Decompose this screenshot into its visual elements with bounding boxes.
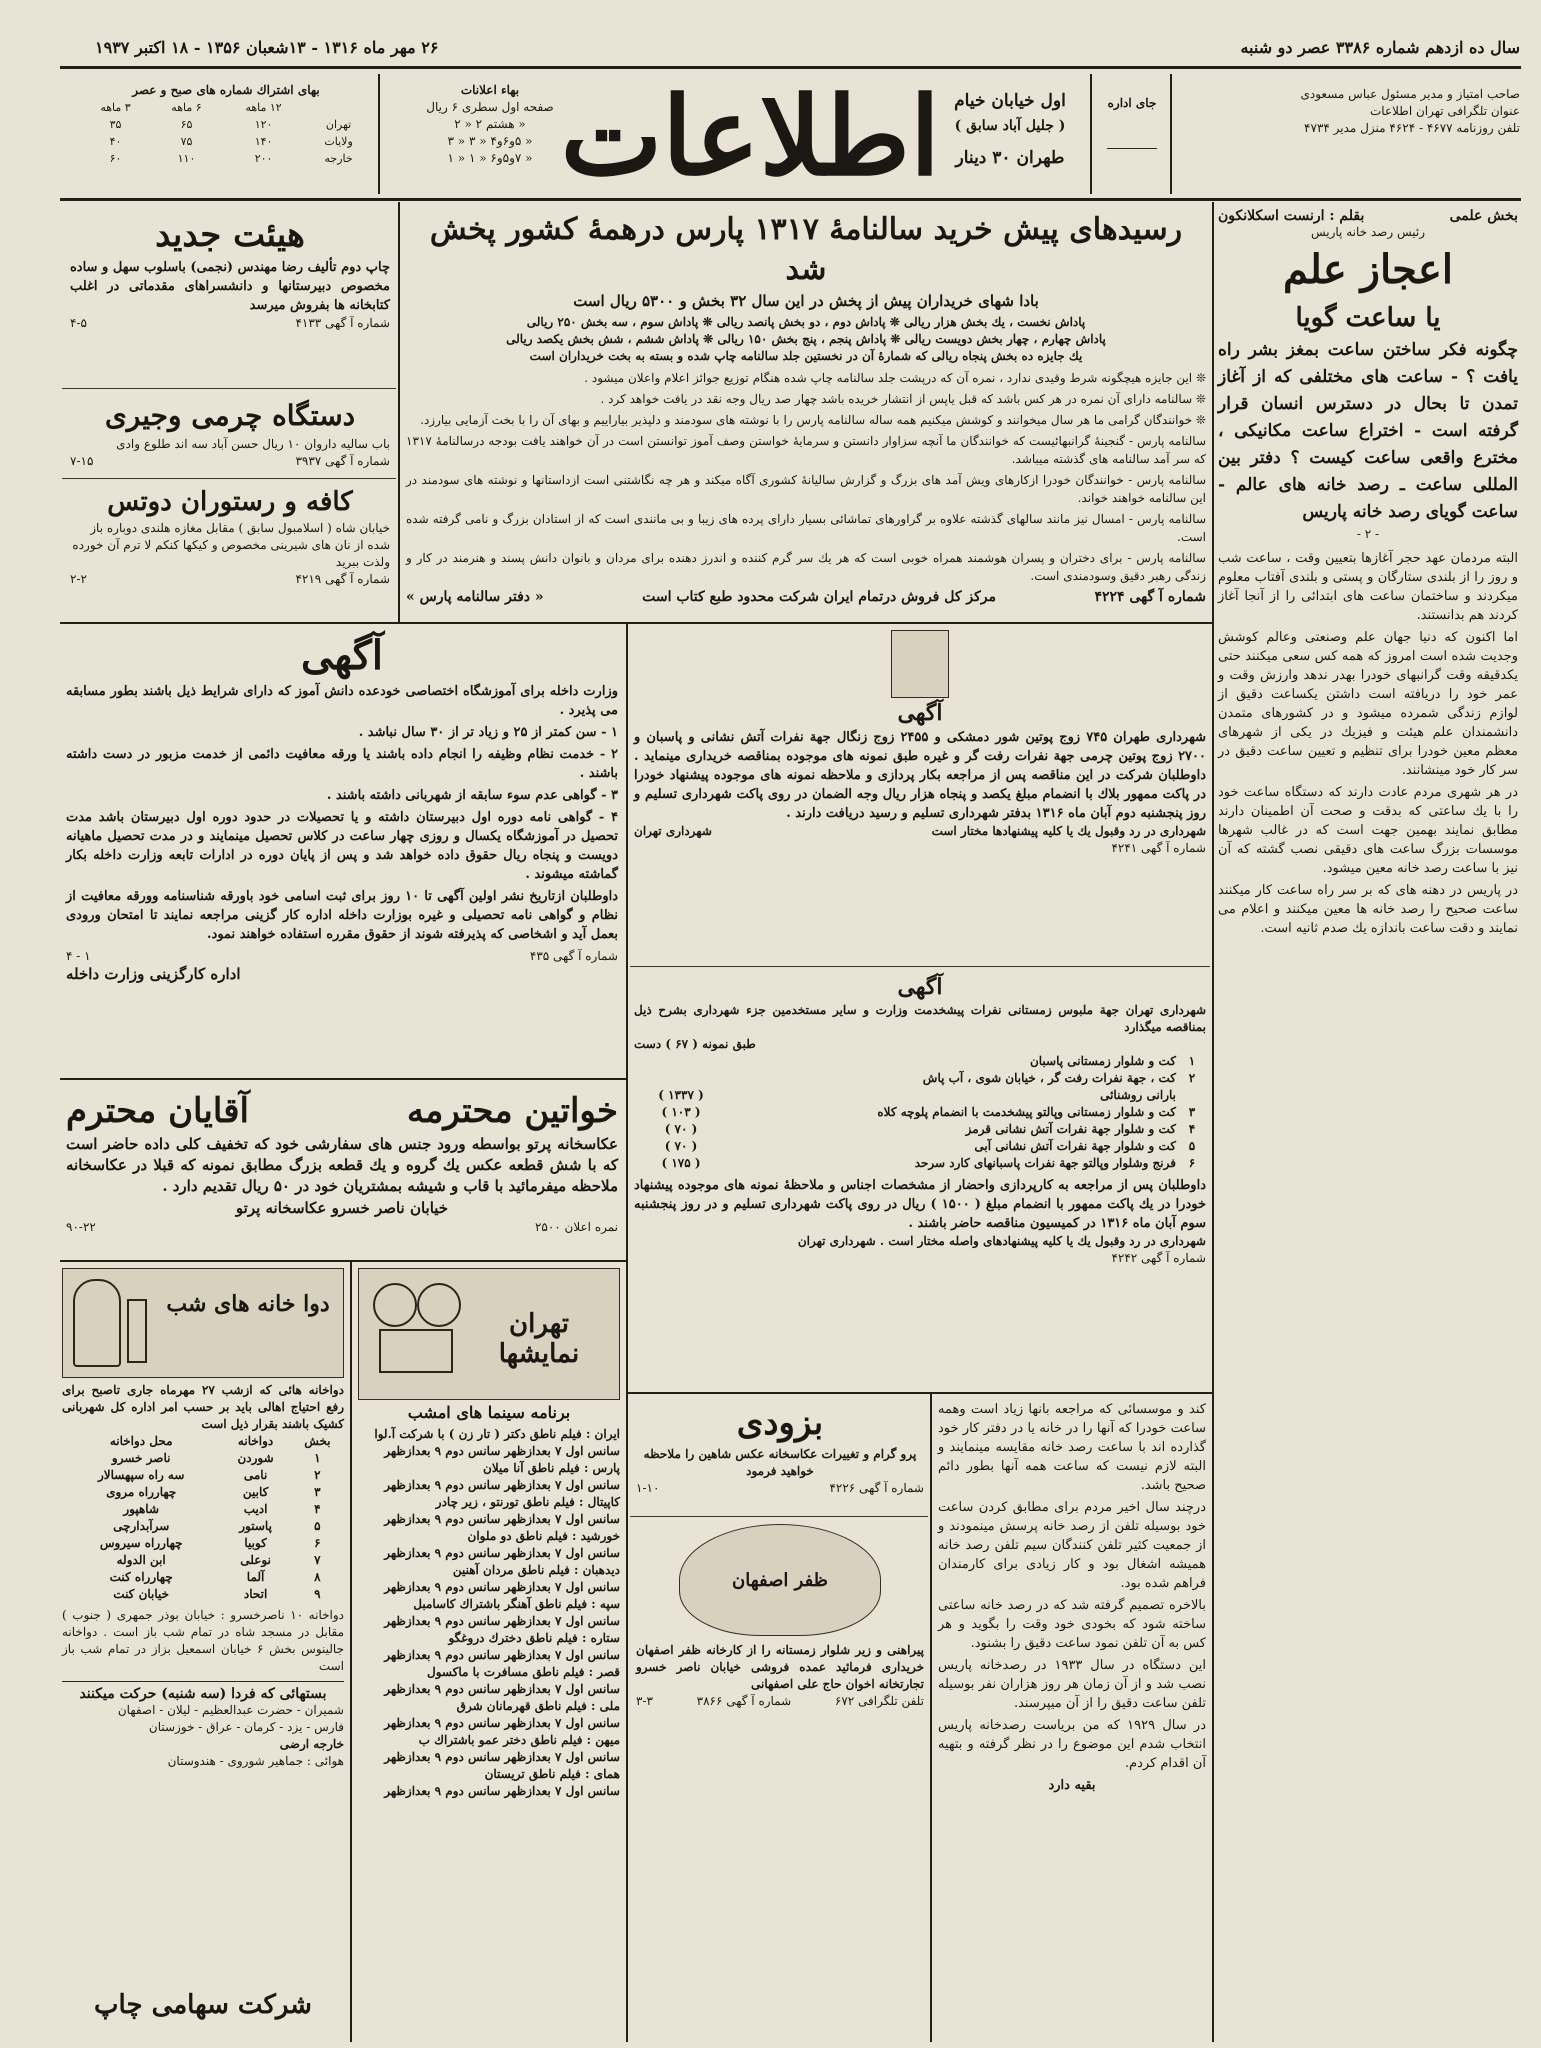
photo-studio-ad: خواتین محترمه آقایان محترم عکاسخانه پرتو بواسطه ورود جنس های سفارشی خود که تخفیف کلی داده حاضر است که با شش قطعه عکس یك گروه و یك قطعه بزرگ مطابق نمونه که قبلا در عکاسخانه ملاحظه میفرمائید با قاب و شیشه بمشتریان خود در ۵۰ ریال تقدیم دارد . خیابان ناصر خسرو عکاسخانه پرتو نمره اعلان ۲۵۰۰ ۹۰-۲۲ (66, 1091, 618, 1234)
uniform-table: ۱ کت و شلوار زمستانی پاسبان ۲ کت ، جهة نفرات رفت گر ، خیابان شوی ، آب پاش بارانی روشنائی ( ۱۳۳۷ ) ۳ کت و شلوار زمستانی وپالتو پیشخدمت با انضمام پلوچه کلاه ( ۱۰۳ ) ۴ کت و شلوار جهة نفرات آتش نشانی قرمز ( ۷۰ ) ۵ کت و شلوار جهة نفرات آتش نشانی آبی ( ۷۰ ) ۶ فرنج وشلوار وپالتو جهة نفرات پاسبانهای کارد سرحد ( ۱۷۵ ) (658, 1054, 1196, 1170)
yearbook-notice: رسیدهای پیش خرید سالنامهٔ ۱۳۱۷ پارس درهمهٔ کشور پخش شد بادا شهای خریداران پیش از پخش در این سال ۳۲ بخش و ۵۳۰۰ ریال است پاداش نخست ، یك بخش هزار ریالی ❊ پاداش دوم ، دو بخش پانصد ریالی ❊ پاداش سوم ، سه بخش ۲۵۰ ریالی پاداش چهارم ، چهار بخش دویست ریالی ❊ پاداش پنجم ، پنج بخش ۱۵۰ ریالی ❊ پاداش ششم ، شش بخش یکصد ریالی یك جایزه ده بخش پنجاه ریالی که شمارهٔ آن در نخستین جلد سالنامه چاپ شده و بسته به بخت خریداران است ❊ این جایزه هیچگونه شرط وقیدی ندارد ، نمره آن که درپشت جلد سالنامه چاپ شده هنگام توزیع جوائز اعلام واعلان میشود . ❊ سالنامه دارای آن نمره در هر کس باشد که قبل یاپس از انتشار خریده باشد چهار صد ریال وجه نقد در یافت خواهد کرد . ❊ خوانندگان گرامی ما هر سال میخوانند و کوشش میکنیم همه ساله سالنامه پارس را با نوشته های سودمند و دلپذیر بیاراییم و بهای آن را با بخت آزمایی بیارزد. سالنامه پارس - گنجینهٔ گرانبهائیست که خوانندگان ما آنچه سزاوار دانستن و سرمایهٔ خواستن وصف آموز توانستن است در آن خواهند یافت بودجه درسالنامهٔ ۱۳۱۷ که سر آمد سالنامه های گذشته میباشد. سالنامه پارس - خوانندگان خودرا ازکارهای ویش آمد های بزرگ و گزارش سالیانهٔ کشوری آگاه میکند و هر چه نگاشتنی است ازداستانها و نوشته های سودمند در این سالنامه خواهند خواند. سالنامه پارس - امسال نیز مانند سالهای گذشته علاوه بر گراورهای تماشائی بسیار دارای پرده های زیبا و بی مانندی است که از استادان بزرگ و نامی گرفته شده است. سالنامه پارس - برای دختران و پسران هوشمند همراه خوبی است که هر یك سر گرم کننده و اندرز دهنده برای مردان و بانوان دانش پسند و هنرمند در کار و زندگی رهبر دقیق وسودمندی است. شماره آ گهی ۴۲۲۴ مرکز کل فروش درتمام ایران شرکت محدود طبع کتاب است « دفتر سالنامه پارس » (406, 212, 1206, 605)
owner-info: صاحب امتیاز و مدیر مسئول عباس مسعودی عنوان تلگرافی تهران اطلاعات تلفن روزنامه ۴۶۷۷ - ۴۶۲۴ منزل مدیر ۴۷۳۴ (1300, 87, 1520, 135)
printing-company: شرکت سهامی چاپ (94, 1990, 312, 2020)
middle-column-rule (626, 622, 628, 2042)
address-box: جای اداره (1098, 95, 1166, 149)
pharmacy-table: بخش دواخانه محل دواخانه ۱ شوردن ناصر خسرو ۲ نامی سه راه سپهسالار ۳ کابین چهارراه مروی ۴ ادیب شاهپور ۵ پاستور سرآبدارچی ۶ کوبیا چهارراه سیروس ۷ نوعلی ابن الدوله ۸ آلما چهارراه کنت ۹ اتحاد خیابان کنت (97, 1434, 331, 1601)
soon-rule (630, 1516, 928, 1517)
interior-ministry-notice: آگهی وزارت داخله برای آموزشگاه اختصاصی خودعده دانش آموز که دارای شرایط ذیل باشند بطور مسابقه می پذیرد . ۱ - سن کمتر از ۲۵ و زیاد تر از ۳۰ سال نباشد . ۲ - خدمت نظام وظیفه را انجام داده باشند یا ورقه معافیت دائمی از خدمت مزبور در دست داشته باشند . ۳ - گواهی عدم سوء سابقه از شهربانی داشته باشند . ۴ - گواهی نامه دوره اول دبیرستان داشته و یا تحصیلات در حدود دوره اول دبیرستان باشد مدت تحصیل در آموزشگاه یکسال و روزی چهار ساعت در کلاس تحصیل مینمایند و در مدت تحصیل ماهیانه دویست و پنجاه ریال حقوق داده خواهد شد و پس از پایان دوره در ادارات تابعه وزارت داخله بکار گماشته میشوند . داوطلبان ازتاریخ نشر اولین آگهی تا ۱۰ روز برای ثبت اسامی خود باورقه شناسنامه وورقه معافیت از نظام و گواهی نامه تحصیلی و غیره بوزارت داخله اداره کار گزینی مراجعه نمایند تا امتحان ورودی بعمل آید و اشخاصی که پذیرفته شوند از حقوق مقرره استفاده خواهند نمود. شماره آ گهی ۴۳۵ ۱ - ۴ اداره کارگزینی وزارت داخله (66, 632, 618, 983)
soon-ad: بزودی پرو گرام و تغییرات عکاسخانه عکس شاهین را ملاحظه خواهید فرمود شماره آ گهی ۴۲۲۶ ۱-۱۰ (636, 1403, 924, 1495)
top-rule (60, 66, 1521, 69)
mast-divider-3 (378, 74, 380, 194)
butterfly-ad: ظفر اصفهان پیراهنی و زیر شلوار زمستانه را از کارخانه ظفر اصفهان خریداری فرمائید عمده فروشی خیابان ناصر خسرو تجارتخانه اخوان حاج علی اصفهانی تلفن تلگرافی ۶۷۲ شماره آ گهی ۳۸۶۶ ۳-۳ (636, 1524, 924, 1710)
science-column: بخش علمی بقلم : ارنست اسکلانکون رئیس رصد خانه پاریس اعجاز علم یا ساعت گویا چگونه فکر ساختن ساعت بمغز بشر راه یافت ؟ - ساعت های مختلفی که از آغاز تمدن تا بحال در دسترس انسان قرار گرفته است - اختراع ساعت مکانیکی ، مخترع واقعی ساعت کیست ؟ دفتر بین المللی ساعت ـ رصد خانه های عالم - ساعت گویای رصد خانه پاریس - ۲ - البته مردمان عهد حجر آغازها بتعیین وقت ، ساعت شب و روز را از بلندی ستارگان و پستی و بلندی آفتاب معلوم میکردند و ساختمان ساعت های ابتدائی را از آنجا آغاز کردند هم بدانستند. اما اکنون که دنیا جهان علم وصنعتی وعالم کوشش وجدیت شده است امروز که همه کس سعی میکنند حتی یکدقیقه وقت گرانبهای خودرا بهدر ندهد وارزش وقت و عمر خود را دریافته است داشتن یکساعت دقیق از لوازم زندگی شمرده میشود و در کشورهای متمدن دانشمندان علم هیئت و فیزیك در یکی از شهرهای معظم معین خودرا برای تنظیم و تعیین ساعت دقیق در سر کار خود مینشانند. در هر شهری مردم عادت دارند که دستگاه ساعت خود را با یك ساعتی که بدقت و صحت آن اطمینان دارند مطابق نمایند بهمین جهت است که در غالب شهرها موسسات بزرگ ساعت های دقیقی نصب گشته که آن نیز با ساعت رصد خانه معین میشود. در پاریس در دهنه های که بر سر راه ساعت کار میکنند ساعت صحیح را رصد خانه ها معین میکنند و اعلام می نمایند و دقت ساعت باندازه یك صدم ثانیه است. (1218, 208, 1518, 936)
mast-divider-1 (1170, 74, 1172, 194)
left-ad-rule-2 (62, 478, 396, 479)
lower-mid-rule (930, 1392, 932, 2042)
lower-left-rule (350, 1260, 352, 2042)
right-column-rule (1212, 202, 1214, 2042)
ads-price-table: بهاء اعلانات صفحه اول سطری ۶ ریال « هشتم ۲ « ۲ « ۵و۶و۴ « ۳ « ۳ « ۷و۵و۶ « ۱ « ۱ (426, 83, 554, 165)
date-line: ۲۶ مهر ماه ۱۳۱۶ - ۱۳شعبان ۱۳۵۶ - ۱۸ اکتبر ۱۹۳۷ (95, 38, 439, 57)
address-price: اول خیابان خیام ( جلیل آباد سابق ) طهران ۳۰ دینار (954, 91, 1066, 168)
lower-mid-band-rule (626, 1392, 1212, 1394)
masthead-bottom-rule (60, 198, 1521, 201)
science-continuation: کند و موسسائی که مراجعه بانها زیاد است وهمه ساعت خودرا که آنها را در خانه یا در دفتر کار خود گذارده اند با ساعت رصد خانه مقایسه مینمایند و البته لازم نیست که ساعت همه آنها بطور دائم صحیح باشد. درچند سال اخیر مردم برای مطابق کردن ساعت خود بوسیله تلفن از رصد خانه پرسش مینمودند و از جمعیت کثیر تلفن کنندگان سیم تلفن رصد خانه همیشه اشغال بود و کار زیادی برای کارمندان فراهم شده بود. بالاخره تصمیم گرفته شد که در رصد خانه ساعتی ساخته شود که بخودی خود وقت را بگوید و هر کس به آن تلفن نمود ساعت دقیق را بشنود. این دستگاه در سال ۱۹۳۳ در رصدخانه پاریس نصب شد و از آن زمان هر روز هزاران نفر بوسیله تلفن ساعت دقیق را از آن میپرسند. در سال ۱۹۲۹ که من بریاست رصدخانه پاریس انتخاب شدم این موضوع را در نظر گرفته و بتهیه آن اقدام کردم. بقیه دارد (938, 1402, 1206, 1793)
left-ad-rule-1 (62, 388, 396, 389)
municipality-notice-1: آگهی شهرداری طهران ۷۴۵ زوج پوتین شور دمشکی و ۲۴۵۵ زوج زنگال جهة نفرات آتش نشانی و پاسبان و ۲۷۰۰ زوج پوتین چرمی جهة نفرات رفت گر و غیره طبق نمونه های موجوده بمناقصه خریداری مینماید . داوطلبان شرکت در این مناقصه پس از مراجعه بکار پردازی و ملاحظه نمونه های موجوده پیشنهاد خودرا در پاکت ممهور بلاك با انضمام مبلغ یکصد و پنجاه هزار ریال وجه الضمان در روی پاکت شهرداری تسلیم و روز پنجشنبه دوم آبان ماه ۱۳۱۶ بدفتر شهرداری تسلیم و رسید دریافت دارند . شهرداری در رد وقبول یك یا کلیه پیشنهادها مختار است شهرداری تهران شماره آ گهی ۴۲۴۱ (634, 630, 1206, 857)
science-title: اعجاز علم (1283, 246, 1453, 293)
pharmacy-box: دوا خانه های شب دواخانه هائی که ازشب ۲۷ مهرماه جاری تاصبح برای رفع احتیاج اهالی باید بر حسب امر اداره کل شهربانی کشیک باشند بقرار ذیل است بخش دواخانه محل دواخانه ۱ شوردن ناصر خسرو ۲ نامی سه راه سپهسالار ۳ کابین چهارراه مروی ۴ ادیب شاهپور ۵ پاستور سرآبدارچی ۶ کوبیا چهارراه سیروس ۷ نوعلی ابن الدوله ۸ آلما چهارراه کنت ۹ اتحاد خیابان کنت دواخانه ۱۰ ناصرخسرو : خیابان بوذر جمهری ( جنوب ) مقابل در مسجد شاه در تمام شب باز است . دواخانه جالینوس بخش ۶ خیابان اسمعیل بزاز در تمام شب باز است بستهائی که فردا (سه شنبه) حرکت میکنند شمیران - حضرت عبدالعظیم - لیلان - اصفهان فارس - یزد - کرمان - عراق - خوزستان خارجه ارضی هوائی : جماهیر شوروی - هندوستان (62, 1268, 344, 1770)
left-ads-rule (398, 202, 400, 622)
left-ad-3: کافه و رستوران دوتس خیابان شاه ( اسلامبول سابق ) مقابل مغازه هلندی دوباره باز شده از نان های شیرینی مخصوص و کیکها کنکم لا ترم آن خورده ولذت ببرید شماره آ گهی ۴۲۱۹ ۲-۲ (70, 487, 390, 586)
mast-divider-2 (1090, 74, 1092, 194)
stamp-icon (1107, 126, 1157, 149)
upper-band-rule (60, 622, 1212, 624)
masthead-title: اطلاعات (560, 74, 940, 200)
cinema-box: تهران نمایشها برنامه سینما های امشب ایران : فیلم ناطق دکتر ( تار زن ) با شرکت آ.لوا سانس اول ۷ بعدازظهر سانس دوم ۹ بعدازظهر پارس : فیلم ناطق آنا میلان سانس اول ۷ بعدازظهر سانس دوم ۹ بعدازظهر کاپیتال : فیلم ناطق تورنتو ، زیر چادر سانس اول ۷ بعدازظهر سانس دوم ۹ بعدازظهر خورشید : فیلم ناطق دو ملوان سانس اول ۷ بعدازظهر سانس دوم ۹ بعدازظهر دیدهبان : فیلم ناطق مردان آهنین سانس اول ۷ بعدازظهر سانس دوم ۹ بعدازظهر سپه : فیلم ناطق آهنگر باشتراك کاسامبل سانس اول ۷ بعدازظهر سانس دوم ۹ بعدازظهر ستاره : فیلم ناطق دخترك دروغگو سانس اول ۷ بعدازظهر سانس دوم ۹ بعدازظهر قصر : فیلم ناطق مسافرت با ماکسول سانس اول ۷ بعدازظهر سانس دوم ۹ بعدازظهر ملی : فیلم ناطق قهرمانان شرق سانس اول ۷ بعدازظهر سانس دوم ۹ بعدازظهر میهن : فیلم ناطق دختر عمو باشتراك ب سانس اول ۷ بعدازظهر سانس دوم ۹ بعدازظهر همای : فیلم ناطق تریستان سانس اول ۷ بعدازظهر سانس دوم ۹ بعدازظهر (358, 1268, 620, 1800)
municipality-notice-2: آگهی شهرداری تهران جهة ملبوس زمستانی نفرات پیشخدمت وزارت و سایر مستخدمین جزء شهرداری بشرح ذیل بمناقصه میگذارد طبق نمونه ( ۶۷ ) دست ۱ کت و شلوار زمستانی پاسبان ۲ کت ، جهة نفرات رفت گر ، خیابان شوی ، آب پاش بارانی روشنائی ( ۱۳۳۷ ) ۳ کت و شلوار زمستانی وپالتو پیشخدمت با انضمام پلوچه کلاه ( ۱۰۳ ) ۴ کت و شلوار جهة نفرات آتش نشانی قرمز ( ۷۰ ) ۵ کت و شلوار جهة نفرات آتش نشانی آبی ( ۷۰ ) ۶ فرنج وشلوار وپالتو جهة نفرات پاسبانهای کارد سرحد ( ۱۷۵ ) داوطلبان پس از مراجعه به کارپردازی واحضار از مشخصات اجناس و ملاحظهٔ نمونه های موجوده پیشنهاد خودرا در یك پاکت ممهور با انضمام مبلغ ( ۱۵۰۰ ) ریال در روی پاکت شهرداری تسلیم و در روز پنجشنبه سوم آبان ماه ۱۳۱۶ در کمیسیون مناقصه حاضر باشند . شهرداری در رد وقبول یك یا کلیه پیشنهادهای واصله مختار است . شهرداری تهران شماره آ گهی ۴۲۴۲ (634, 974, 1207, 1265)
municipality-emblem-icon (891, 630, 949, 698)
yearbook-headline: رسیدهای پیش خرید سالنامهٔ ۱۳۱۷ پارس درهمهٔ کشور پخش شد (429, 212, 1183, 287)
notice-rule (60, 1078, 626, 1080)
left-ad-2: دستگاه چرمی وجیری باب سالیه داروان ۱۰ ریال حسن آباد سه اند طلوع وادی شماره آ گهی ۳۹۳۷ ۷-۱۵ (70, 399, 390, 468)
butterfly-logo-icon: ظفر اصفهان (679, 1524, 881, 1636)
studio-rule (60, 1260, 626, 1262)
pharmacy-illustration-icon: دوا خانه های شب (62, 1268, 344, 1378)
left-ad-1: هیئت جدید چاپ دوم تألیف رضا مهندس (نجمی) باسلوب سهل و ساده مخصوص دبیرستانها و دانشسراهای مقدماتی در اغلب کتابخانه ها بفروش میرسد شماره آ گهی ۴۱۳۳ ۴-۵ (70, 215, 390, 330)
muni-rule (630, 966, 1210, 967)
subscription-table: بهای اشتراك شماره های صبح و عصر ۱۲ ماهه ۶ ماهه ۳ ماهه تهران ۱۲۰ ۶۵ ۳۵ ولایات ۱۴۰ ۷۵ ۴۰ خارجه ۲۰۰ ۱۱۰ ۶۰ (100, 83, 353, 165)
issue-line: سال ده ازدهم شماره ۳۳۸۶ عصر دو شنبه (1240, 38, 1520, 57)
film-projector-icon: تهران نمایشها (358, 1268, 620, 1400)
